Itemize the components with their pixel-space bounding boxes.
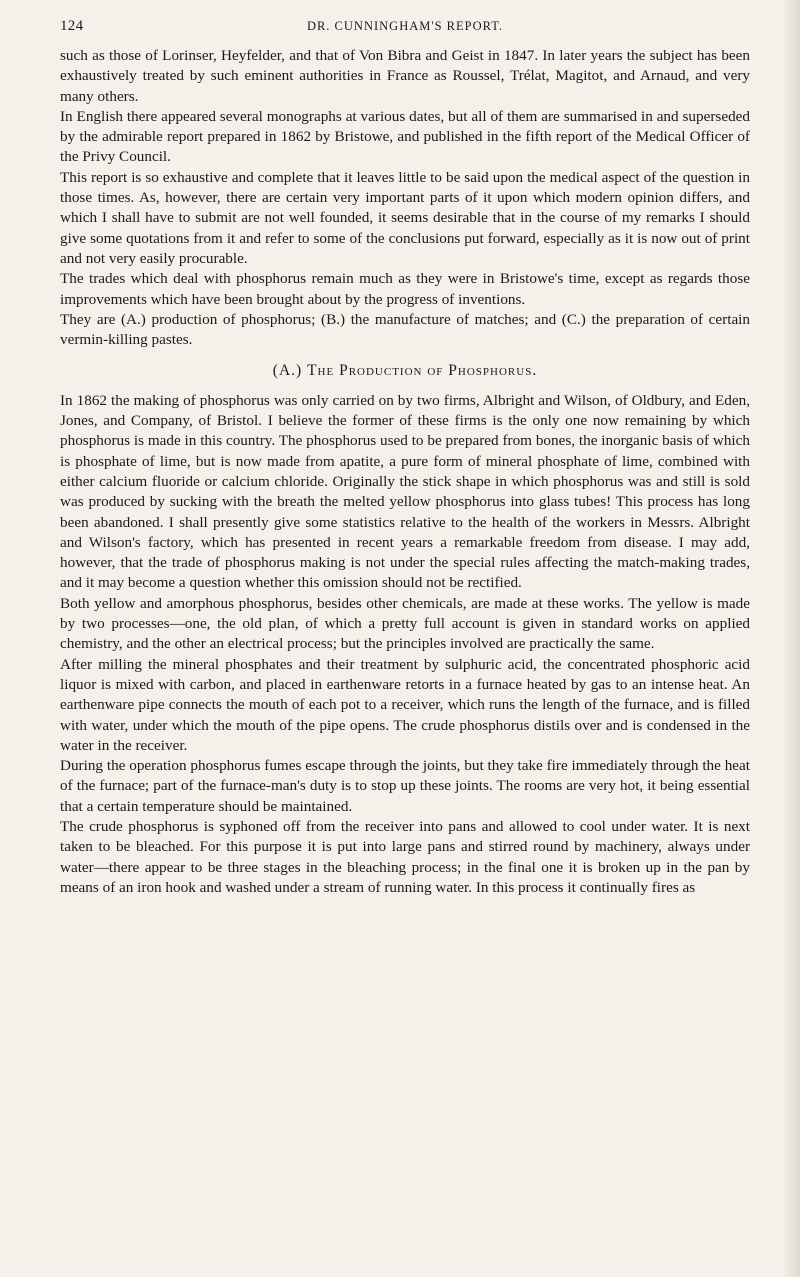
paragraph-8: After milling the mineral phosphates and their treatment by sulphuric acid, the concentrated phosphoric acid liquor is mixed with carbon, and placed in earthenware retorts in a furnace heated by gas to an intense heat. An earthenware pipe connects the mouth of each pot to a receiver, which runs the length of the furnace, and is filled with water, under which the mouth of the pipe opens. The crude phosphorus distils over and is condensed in the water in the receiver. <box>60 655 750 754</box>
page-edge-shadow <box>782 0 800 1277</box>
paragraph-7: Both yellow and amorphous phosphorus, besides other chemicals, are made at these works. The yellow is made by two processes—one, the old plan, of which a pretty full account is given in standard works on applied chemistry, and the other an electrical process; but the principles involved are practically the same. <box>60 594 750 653</box>
paragraph-9: During the operation phosphorus fumes escape through the joints, but they take fire immediately through the heat of the furnace; part of the furnace-man's duty is to stop up these joints. The rooms are very hot, it being essential that a certain temperature should be maintained. <box>60 757 750 815</box>
paragraph-2: In English there appeared several monographs at various dates, but all of them are summarised in and superseded by the admirable report prepared in 1862 by Bristowe, and published in the fifth report of the Medical Officer of the Privy Council. <box>60 107 750 166</box>
paragraph-5: They are (A.) production of phosphorus; (B.) the manufacture of matches; and (C.) the preparation of certain vermin-killing pastes. <box>60 310 750 349</box>
paragraph-6: In 1862 the making of phosphorus was only carried on by two firms, Albright and Wilson, of Oldbury, and Eden, Jones, and Company, of Bristol. I believe the former of these firms is the only one now remaining by which phosphorus is made in this country. The phosphorus used to be prepared from bones, the inorganic basis of which is phosphate of lime, but is now made from apatite, a pure form of mineral phosphate of lime, combined with either calcium fluoride or calcium chloride. Originally the stick shape in which phosphorus was and still is sold was produced by sucking with the breath the melted yellow phosphorus into glass tubes! This process has long been abandoned. I shall presently give some statistics relative to the health of the workers in Messrs. Albright and Wilson's factory, which has presented in recent years a remarkable freedom from disease. I may add, however, that the trade of phosphorus making is not under the special rules affecting the match-making trades, and it may become a question whether this omission should not be rectified. <box>60 391 750 592</box>
paragraph-10: The crude phosphorus is syphoned off from the receiver into pans and allowed to cool under water. It is next taken to be bleached. For this purpose it is put into large pans and stirred round by machinery, always under water—there appear to be three stages in the bleaching process; in the final one it is broken up in the pan by means of an iron hook and washed under a stream of running water. In this process it continually fires as <box>60 817 750 896</box>
section-heading-title: The Production of Phosphorus. <box>307 362 538 380</box>
body-text <box>60 46 750 898</box>
running-head: DR. CUNNINGHAM'S REPORT. <box>306 19 504 33</box>
paragraph-4: The trades which deal with phosphorus remain much as they were in Bristowe's time, except as regards those improvements which have been brought about by the progress of inventions. <box>60 270 750 308</box>
page-header <box>60 18 750 40</box>
paragraph-1: such as those of Lorinser, Heyfelder, and that of Von Bibra and Geist in 1847. In later years the subject has been exhaustively treated by such eminent authorities in France as Roussel, Trélat, Magitot, and Arnaud, and very many others. <box>60 47 750 105</box>
section-heading <box>60 361 750 381</box>
page-number: 124 <box>60 18 84 34</box>
section-heading-label: (A.) <box>272 362 303 380</box>
paragraph-3: This report is so exhaustive and complete that it leaves little to be said upon the medical aspect of the question in those times. As, however, there are certain very important parts of it upon which modern opinion differs, and which I shall have to submit are not well founded, it seems desirable that in the course of my remarks I should give some quotations from it and refer to some of the conclusions put forward, especially as it is now out of print and not very easily procurable. <box>60 168 750 267</box>
